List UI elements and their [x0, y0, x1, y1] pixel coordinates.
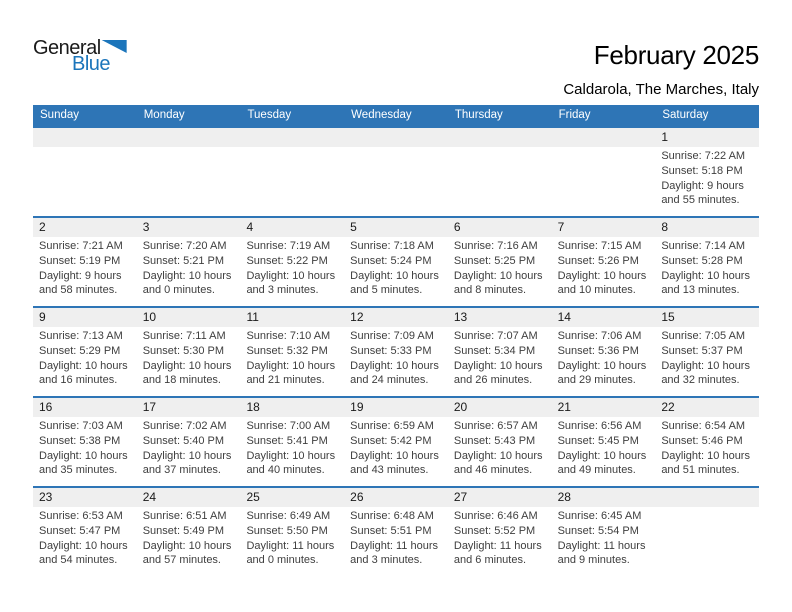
sunset-text: Sunset: 5:45 PM — [557, 434, 639, 447]
daylight-line2: and 6 minutes. — [453, 554, 527, 567]
day-cell-10 — [137, 308, 241, 396]
day-number: 24 — [137, 488, 241, 507]
day-number — [137, 128, 241, 147]
day-number — [655, 488, 759, 507]
sunset-text: Sunset: 5:51 PM — [350, 524, 432, 537]
day-number: 2 — [33, 218, 137, 237]
sunrise-text: Sunrise: 6:45 AM — [557, 510, 642, 522]
daylight-line1: Daylight: 10 hours — [661, 449, 750, 462]
daylight-line1: Daylight: 10 hours — [557, 359, 647, 372]
sunrise-text: Sunrise: 7:14 AM — [661, 240, 746, 252]
weekday-header-monday: Monday — [143, 109, 185, 121]
day-number: 12 — [344, 308, 448, 327]
day-details — [655, 327, 759, 388]
daylight-line1: Daylight: 10 hours — [39, 539, 128, 552]
daylight-line2: and 0 minutes. — [246, 554, 319, 567]
daylight-line1: Daylight: 10 hours — [453, 359, 543, 372]
daylight-line2: and 13 minutes. — [661, 284, 740, 297]
daylight-line1: Daylight: 10 hours — [246, 449, 336, 462]
day-number: 11 — [240, 308, 344, 327]
sunrise-text: Sunrise: 7:07 AM — [453, 330, 538, 342]
day-details — [655, 417, 759, 478]
day-details — [33, 507, 137, 568]
day-number — [448, 128, 552, 147]
day-cell-26 — [344, 488, 448, 576]
week-row — [33, 486, 759, 576]
sunset-text: Sunset: 5:54 PM — [557, 524, 639, 537]
day-details — [240, 507, 344, 568]
day-cell-12 — [344, 308, 448, 396]
day-cell-2 — [33, 218, 137, 306]
sunset-text: Sunset: 5:40 PM — [142, 434, 225, 447]
sunset-text: Sunset: 5:50 PM — [246, 524, 328, 537]
day-details — [448, 327, 552, 388]
day-details — [655, 147, 759, 208]
daylight-line1: Daylight: 10 hours — [557, 269, 647, 282]
daylight-line2: and 49 minutes. — [557, 464, 636, 477]
sunrise-text: Sunrise: 6:54 AM — [661, 420, 746, 432]
sunset-text: Sunset: 5:49 PM — [142, 524, 225, 537]
sunset-text: Sunset: 5:18 PM — [661, 164, 743, 177]
day-cell-empty — [655, 488, 759, 576]
day-number: 9 — [33, 308, 137, 327]
daylight-line1: Daylight: 11 hours — [350, 539, 439, 552]
daylight-line2: and 58 minutes. — [39, 284, 118, 297]
sunrise-text: Sunrise: 7:09 AM — [350, 330, 434, 342]
sunset-text: Sunset: 5:25 PM — [453, 254, 536, 267]
daylight-line1: Daylight: 11 hours — [246, 539, 335, 552]
sunset-text: Sunset: 5:42 PM — [350, 434, 432, 447]
day-cell-4 — [240, 218, 344, 306]
day-number: 7 — [552, 218, 656, 237]
daylight-line2: and 21 minutes. — [246, 374, 325, 387]
weekday-header-tuesday: Tuesday — [247, 109, 292, 121]
sunset-text: Sunset: 5:36 PM — [557, 344, 639, 357]
day-details — [240, 417, 344, 478]
daylight-line1: Daylight: 10 hours — [661, 269, 750, 282]
sunset-text: Sunset: 5:30 PM — [142, 344, 225, 357]
sunset-text: Sunset: 5:37 PM — [661, 344, 743, 357]
weekday-header-thursday: Thursday — [454, 109, 503, 121]
day-details — [552, 237, 656, 298]
sunset-text: Sunset: 5:19 PM — [39, 254, 121, 267]
daylight-line1: Daylight: 9 hours — [661, 179, 744, 192]
daylight-line2: and 9 minutes. — [557, 554, 630, 567]
sunrise-text: Sunrise: 7:00 AM — [246, 420, 331, 432]
day-number: 16 — [33, 398, 137, 417]
day-cell-1 — [655, 128, 759, 216]
week-row — [33, 126, 759, 216]
weekday-header-friday: Friday — [558, 109, 591, 121]
day-number: 27 — [448, 488, 552, 507]
day-number: 23 — [33, 488, 137, 507]
weekday-header-sunday: Sunday — [40, 109, 80, 121]
location-subtitle: Caldarola, The Marches, Italy — [563, 81, 759, 98]
day-cell-3 — [137, 218, 241, 306]
week-row — [33, 216, 759, 306]
logo-text-general: General — [33, 37, 101, 59]
month-title: February 2025 — [593, 40, 759, 70]
day-number: 21 — [552, 398, 656, 417]
sunrise-text: Sunrise: 6:49 AM — [246, 510, 331, 522]
day-cell-empty — [344, 128, 448, 216]
day-number: 17 — [137, 398, 241, 417]
sunrise-text: Sunrise: 7:10 AM — [246, 330, 331, 342]
daylight-line1: Daylight: 10 hours — [661, 359, 750, 372]
day-cell-17 — [137, 398, 241, 486]
daylight-line1: Daylight: 10 hours — [142, 449, 232, 462]
sunset-text: Sunset: 5:29 PM — [39, 344, 121, 357]
daylight-line1: Daylight: 9 hours — [39, 269, 122, 282]
day-cell-6 — [448, 218, 552, 306]
daylight-line2: and 18 minutes. — [142, 374, 221, 387]
day-details — [552, 507, 656, 568]
daylight-line1: Daylight: 10 hours — [142, 269, 232, 282]
day-cell-empty — [552, 128, 656, 216]
day-cell-5 — [344, 218, 448, 306]
daylight-line2: and 35 minutes. — [39, 464, 118, 477]
daylight-line1: Daylight: 10 hours — [142, 359, 232, 372]
sunset-text: Sunset: 5:22 PM — [246, 254, 328, 267]
day-number: 18 — [240, 398, 344, 417]
sunrise-text: Sunrise: 7:22 AM — [661, 150, 746, 162]
daylight-line1: Daylight: 10 hours — [453, 449, 543, 462]
day-number — [240, 128, 344, 147]
sunrise-text: Sunrise: 7:15 AM — [557, 240, 642, 252]
logo-text-blue: Blue — [72, 53, 111, 75]
daylight-line1: Daylight: 10 hours — [350, 269, 439, 282]
day-number: 6 — [448, 218, 552, 237]
daylight-line2: and 51 minutes. — [661, 464, 740, 477]
sunset-text: Sunset: 5:52 PM — [453, 524, 536, 537]
sunset-text: Sunset: 5:38 PM — [39, 434, 121, 447]
day-cell-15 — [655, 308, 759, 396]
day-number: 22 — [655, 398, 759, 417]
sunrise-text: Sunrise: 7:21 AM — [39, 240, 123, 252]
day-cell-empty — [137, 128, 241, 216]
day-number: 1 — [655, 128, 759, 147]
sunrise-text: Sunrise: 6:59 AM — [350, 420, 434, 432]
daylight-line1: Daylight: 10 hours — [142, 539, 232, 552]
sunset-text: Sunset: 5:41 PM — [246, 434, 328, 447]
daylight-line2: and 3 minutes. — [350, 554, 423, 567]
sunset-text: Sunset: 5:33 PM — [350, 344, 432, 357]
daylight-line2: and 26 minutes. — [453, 374, 533, 387]
daylight-line1: Daylight: 11 hours — [557, 539, 646, 552]
day-details — [240, 147, 344, 149]
daylight-line1: Daylight: 10 hours — [246, 359, 336, 372]
day-cell-23 — [33, 488, 137, 576]
day-details — [137, 147, 241, 149]
day-cell-20 — [448, 398, 552, 486]
sunrise-text: Sunrise: 7:05 AM — [661, 330, 746, 342]
daylight-line1: Daylight: 10 hours — [350, 359, 439, 372]
sunrise-text: Sunrise: 7:20 AM — [142, 240, 227, 252]
day-cell-24 — [137, 488, 241, 576]
day-cell-9 — [33, 308, 137, 396]
sunset-text: Sunset: 5:24 PM — [350, 254, 432, 267]
daylight-line2: and 32 minutes. — [661, 374, 740, 387]
day-details — [240, 237, 344, 298]
sunset-text: Sunset: 5:43 PM — [453, 434, 536, 447]
daylight-line1: Daylight: 10 hours — [557, 449, 647, 462]
day-number: 28 — [552, 488, 656, 507]
calendar-grid — [33, 105, 759, 576]
daylight-line2: and 8 minutes. — [453, 284, 527, 297]
sunset-text: Sunset: 5:47 PM — [39, 524, 121, 537]
day-number: 14 — [552, 308, 656, 327]
day-details — [448, 507, 552, 568]
day-number: 19 — [344, 398, 448, 417]
sunset-text: Sunset: 5:34 PM — [453, 344, 536, 357]
day-cell-13 — [448, 308, 552, 396]
day-details — [344, 237, 448, 298]
day-details — [655, 507, 759, 509]
daylight-line2: and 10 minutes. — [557, 284, 636, 297]
daylight-line2: and 46 minutes. — [453, 464, 533, 477]
daylight-line1: Daylight: 10 hours — [39, 359, 128, 372]
sunrise-text: Sunrise: 7:11 AM — [142, 330, 226, 342]
day-cell-25 — [240, 488, 344, 576]
day-number — [552, 128, 656, 147]
week-row — [33, 396, 759, 486]
day-cell-empty — [448, 128, 552, 216]
day-cell-18 — [240, 398, 344, 486]
day-details — [33, 417, 137, 478]
day-cell-empty — [33, 128, 137, 216]
daylight-line1: Daylight: 10 hours — [350, 449, 439, 462]
day-number — [33, 128, 137, 147]
day-number: 4 — [240, 218, 344, 237]
day-cell-7 — [552, 218, 656, 306]
daylight-line2: and 54 minutes. — [39, 554, 118, 567]
weeks-container — [33, 126, 759, 576]
day-details — [552, 147, 656, 149]
daylight-line2: and 43 minutes. — [350, 464, 429, 477]
day-number: 13 — [448, 308, 552, 327]
day-details — [552, 327, 656, 388]
weekday-header-wednesday: Wednesday — [351, 109, 412, 121]
day-details — [33, 327, 137, 388]
daylight-line2: and 5 minutes. — [350, 284, 423, 297]
day-details — [240, 327, 344, 388]
day-number — [344, 128, 448, 147]
day-cell-empty — [240, 128, 344, 216]
day-cell-27 — [448, 488, 552, 576]
weekday-header-saturday: Saturday — [662, 109, 709, 121]
day-cell-14 — [552, 308, 656, 396]
daylight-line1: Daylight: 10 hours — [39, 449, 128, 462]
sunrise-text: Sunrise: 7:13 AM — [39, 330, 123, 342]
weekday-header-row — [33, 105, 759, 126]
day-details — [33, 147, 137, 149]
daylight-line2: and 29 minutes. — [557, 374, 636, 387]
day-cell-21 — [552, 398, 656, 486]
day-cell-11 — [240, 308, 344, 396]
daylight-line2: and 55 minutes. — [661, 194, 740, 207]
sunrise-text: Sunrise: 7:02 AM — [142, 420, 227, 432]
day-number: 15 — [655, 308, 759, 327]
day-number: 26 — [344, 488, 448, 507]
day-details — [448, 417, 552, 478]
day-number: 10 — [137, 308, 241, 327]
day-number: 25 — [240, 488, 344, 507]
daylight-line1: Daylight: 10 hours — [246, 269, 336, 282]
daylight-line2: and 24 minutes. — [350, 374, 429, 387]
day-details — [137, 507, 241, 568]
day-number: 3 — [137, 218, 241, 237]
daylight-line2: and 37 minutes. — [142, 464, 221, 477]
daylight-line2: and 40 minutes. — [246, 464, 325, 477]
day-details — [344, 147, 448, 149]
sunrise-text: Sunrise: 7:19 AM — [246, 240, 331, 252]
sunrise-text: Sunrise: 6:53 AM — [39, 510, 123, 522]
daylight-line2: and 57 minutes. — [142, 554, 221, 567]
daylight-line1: Daylight: 11 hours — [453, 539, 542, 552]
sunrise-text: Sunrise: 6:57 AM — [453, 420, 538, 432]
week-row — [33, 306, 759, 396]
sunrise-text: Sunrise: 6:46 AM — [453, 510, 538, 522]
day-details — [344, 327, 448, 388]
sunset-text: Sunset: 5:28 PM — [661, 254, 743, 267]
sunset-text: Sunset: 5:46 PM — [661, 434, 743, 447]
sunset-text: Sunset: 5:26 PM — [557, 254, 639, 267]
day-number: 8 — [655, 218, 759, 237]
day-details — [344, 417, 448, 478]
sunrise-text: Sunrise: 7:18 AM — [350, 240, 434, 252]
day-details — [448, 147, 552, 149]
sunrise-text: Sunrise: 7:06 AM — [557, 330, 642, 342]
day-number: 20 — [448, 398, 552, 417]
sunset-text: Sunset: 5:21 PM — [142, 254, 225, 267]
day-details — [448, 237, 552, 298]
day-cell-19 — [344, 398, 448, 486]
logo-triangle-icon — [102, 40, 127, 53]
sunset-text: Sunset: 5:32 PM — [246, 344, 328, 357]
day-details — [655, 237, 759, 298]
sunrise-text: Sunrise: 6:56 AM — [557, 420, 642, 432]
day-cell-16 — [33, 398, 137, 486]
day-details — [137, 327, 241, 388]
day-cell-22 — [655, 398, 759, 486]
daylight-line2: and 3 minutes. — [246, 284, 319, 297]
sunrise-text: Sunrise: 6:51 AM — [142, 510, 227, 522]
sunrise-text: Sunrise: 7:03 AM — [39, 420, 123, 432]
header-titles — [563, 40, 759, 98]
day-details — [344, 507, 448, 568]
day-details — [137, 417, 241, 478]
day-details — [33, 237, 137, 298]
day-details — [137, 237, 241, 298]
daylight-line2: and 0 minutes. — [142, 284, 215, 297]
sunrise-text: Sunrise: 7:16 AM — [453, 240, 538, 252]
daylight-line2: and 16 minutes. — [39, 374, 118, 387]
day-number: 5 — [344, 218, 448, 237]
general-blue-logo — [33, 38, 127, 74]
sunrise-text: Sunrise: 6:48 AM — [350, 510, 434, 522]
day-cell-28 — [552, 488, 656, 576]
day-details — [552, 417, 656, 478]
day-cell-8 — [655, 218, 759, 306]
daylight-line1: Daylight: 10 hours — [453, 269, 543, 282]
